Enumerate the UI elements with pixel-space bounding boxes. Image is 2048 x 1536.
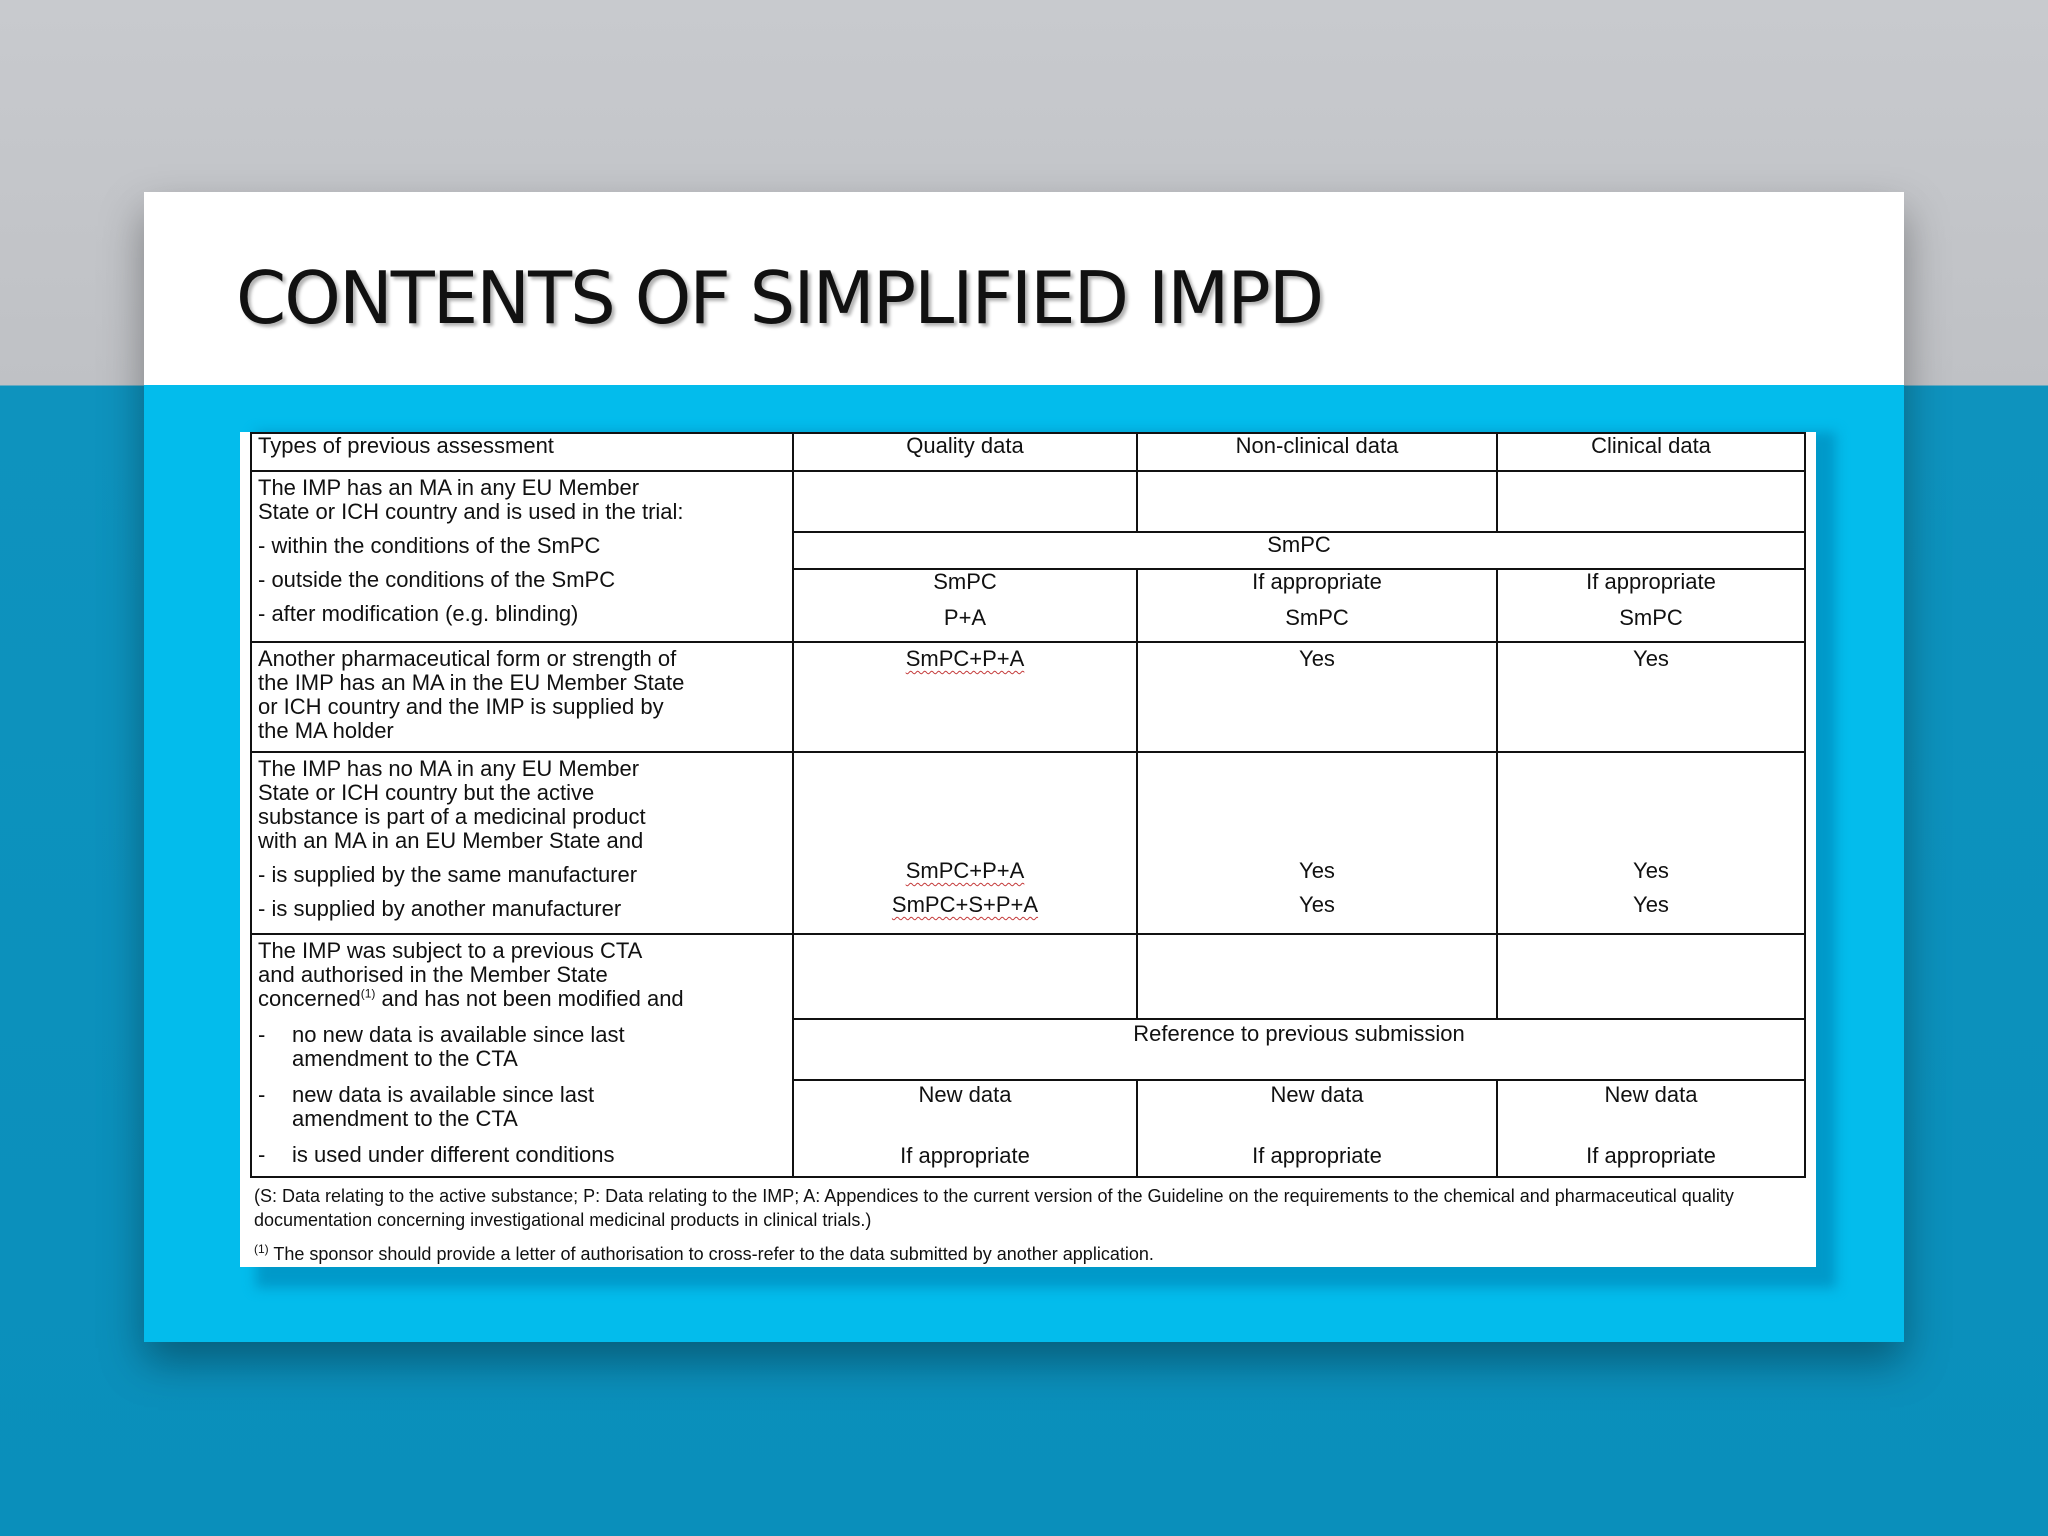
document-image xyxy=(240,432,1816,1267)
clinical-cell: SmPC xyxy=(1497,606,1805,642)
quality-cell: New data If appropriate xyxy=(793,1080,1137,1177)
group2-label: Another pharmaceutical form or strength of the IMP has an MA in the EU Member State or ICH country and the IMP is supplied by the MA holder xyxy=(251,642,793,752)
table-cell xyxy=(1137,934,1497,1019)
quality-cell: P+A xyxy=(793,606,1137,642)
group4-label: The IMP was subject to a previous CTA and authorised in the Member State concerned$^{(1)}$ and has not been modified and - no new data is available since last amendment to the CTA - new data is available since last amendment to the CTA - is used under different conditions xyxy=(251,934,793,1177)
clinical-cell: New data If appropriate xyxy=(1497,1080,1805,1177)
table-cell xyxy=(1497,471,1805,532)
impd-table xyxy=(250,432,1806,1178)
quality-cell: SmPC+P+A xyxy=(793,642,1137,752)
nonclinical-cell: Yes Yes xyxy=(1137,752,1497,934)
group1-label: The IMP has an MA in any EU Member State or ICH country and is used in the trial: - within the conditions of the SmPC - outside the conditions of the SmPC - after modification (e.g. blinding) xyxy=(251,471,793,642)
header-quality: Quality data xyxy=(793,433,1137,471)
abbreviation-legend: (S: Data relating to the active substance; P: Data relating to the IMP; A: Appendices to the current version of the Guideline on the requirements to the chemical and pharmaceutical quality documentation concerning investigational medicinal products in clinical trials.) xyxy=(254,1186,1734,1230)
table-row xyxy=(251,471,1805,532)
table-cell xyxy=(793,471,1137,532)
table-cell xyxy=(1137,471,1497,532)
quality-cell: SmPC xyxy=(793,569,1137,606)
clinical-cell: If appropriate xyxy=(1497,569,1805,606)
table-cell xyxy=(793,934,1137,1019)
nonclinical-cell: Yes xyxy=(1137,642,1497,752)
span-cell: Reference to previous submission xyxy=(793,1019,1805,1080)
slide-title: CONTENTS OF SIMPLIFIED IMPD xyxy=(236,256,1323,340)
footnote: $^{(1)}$ The sponsor should provide a letter of authorisation to cross-refer to the data submitted by another application. xyxy=(254,1242,1154,1264)
quality-cell: SmPC+P+A SmPC+S+P+A xyxy=(793,752,1137,934)
span-cell: SmPC xyxy=(793,532,1805,569)
table-notes xyxy=(254,1184,1808,1276)
table-row xyxy=(251,752,1805,934)
table-row xyxy=(251,934,1805,1019)
table-cell xyxy=(1497,934,1805,1019)
group3-label: The IMP has no MA in any EU Member State or ICH country but the active substance is part of a medicinal product with an MA in an EU Member State and - is supplied by the same manufacturer - is supplied by another manufacturer xyxy=(251,752,793,934)
clinical-cell: Yes xyxy=(1497,642,1805,752)
header-clinical: Clinical data xyxy=(1497,433,1805,471)
table-header-row xyxy=(251,433,1805,471)
slide xyxy=(144,192,1904,1342)
header-assessment: Types of previous assessment xyxy=(251,433,793,471)
clinical-cell: Yes Yes xyxy=(1497,752,1805,934)
nonclinical-cell: SmPC xyxy=(1137,606,1497,642)
nonclinical-cell: New data If appropriate xyxy=(1137,1080,1497,1177)
table-row xyxy=(251,642,1805,752)
nonclinical-cell: If appropriate xyxy=(1137,569,1497,606)
header-nonclinical: Non-clinical data xyxy=(1137,433,1497,471)
